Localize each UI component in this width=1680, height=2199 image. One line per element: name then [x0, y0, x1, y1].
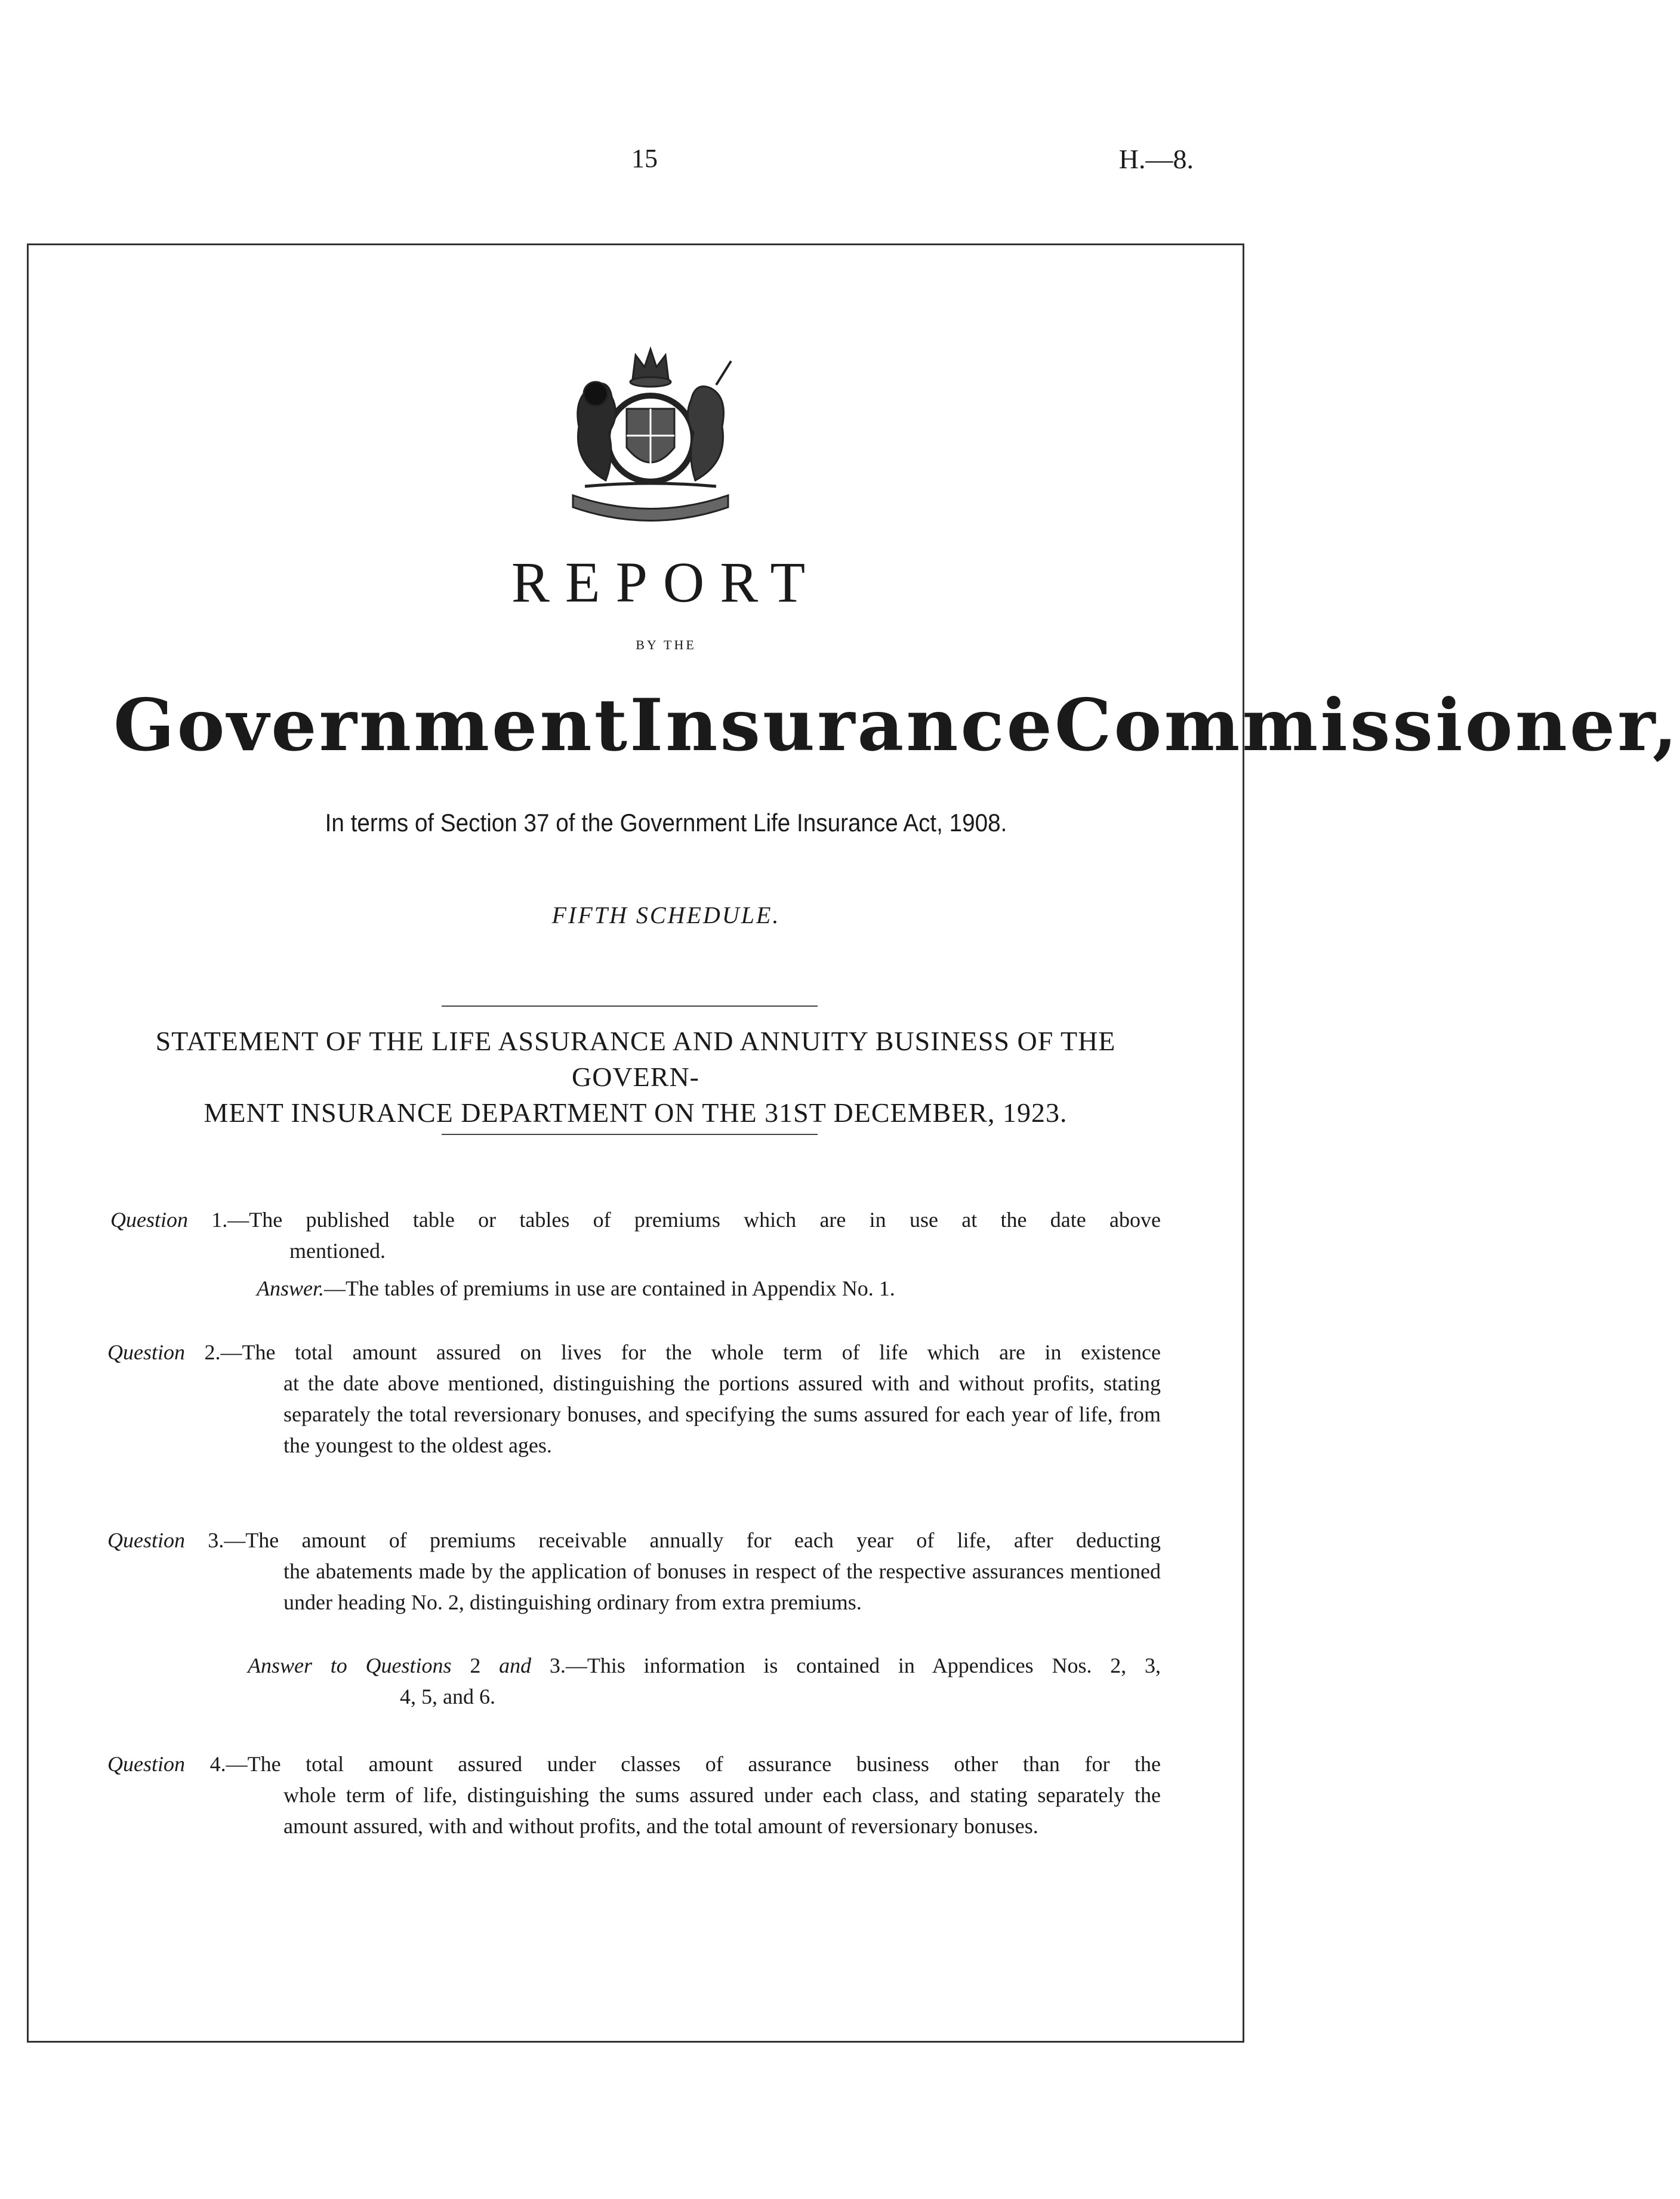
- question-3-first-line: [107, 1525, 1161, 1556]
- divider-rule: [442, 1134, 818, 1135]
- question-1-continuation: mentioned.: [289, 1239, 386, 1263]
- question-number: 1.: [211, 1208, 228, 1232]
- question-label: Question: [107, 1752, 185, 1776]
- question-3-continuation: the abatements made by the application of bonuses in respect of the respective assurances mentioned under heading No. 2, distinguishing ordinary from extra premiums.: [283, 1559, 1161, 1614]
- answer-question-number: 3.: [549, 1654, 566, 1677]
- by-the-line: BY THE: [636, 637, 696, 652]
- heading-word-commissioner: Commissioner,: [1054, 683, 1680, 767]
- question-text: —The total amount assured under classes of assurance business other than for the: [226, 1752, 1161, 1776]
- heading-word-insurance: Insurance: [630, 683, 1055, 767]
- heading-word-government: Government: [113, 683, 630, 767]
- answer-text: —The tables of premiums in use are contained in Appendix No. 1.: [324, 1276, 895, 1300]
- question-2-continuation: at the date above mentioned, distinguishing the portions assured with and without profits, stating separately the total reversionary bonuses, and specifying the sums assured for each year of life, from the youngest to the oldest ages.: [283, 1371, 1161, 1457]
- question-number: 2.: [204, 1340, 221, 1364]
- question-label: Question: [110, 1208, 188, 1232]
- question-text: —The amount of premiums receivable annually for each year of life, after deducting: [224, 1528, 1161, 1552]
- question-2-first-line: [107, 1337, 1161, 1368]
- answer-label: Answer to Questions: [248, 1654, 452, 1677]
- question-4-first-line: [107, 1748, 1161, 1779]
- report-title: REPORT: [511, 550, 821, 614]
- statement-line-1: STATEMENT OF THE LIFE ASSURANCE AND ANNUITY BUSINESS OF THE GOVERN-: [155, 1026, 1116, 1092]
- page-number: 15: [631, 144, 658, 173]
- question-text: —The total amount assured on lives for the whole term of life which are in existence: [220, 1340, 1161, 1364]
- answer-and: and: [499, 1654, 532, 1677]
- answer-label: Answer.: [257, 1276, 325, 1300]
- answer-question-number: 2: [470, 1654, 481, 1677]
- royal-coat-of-arms-icon: [537, 343, 764, 522]
- question-1-first-line: [110, 1204, 1161, 1235]
- act-reference: In terms of Section 37 of the Government Life Insurance Act, 1908.: [325, 809, 1007, 837]
- answer-1: [257, 1273, 1164, 1304]
- question-number: 4.: [209, 1752, 226, 1776]
- statement-heading: [104, 1023, 1167, 1131]
- commissioner-heading: [113, 668, 1680, 782]
- question-label: Question: [107, 1340, 185, 1364]
- divider-rule: [442, 1006, 818, 1007]
- question-number: 3.: [208, 1528, 224, 1552]
- answer-2-3-continuation: 4, 5, and 6.: [400, 1685, 495, 1708]
- schedule-title: FIFTH SCHEDULE.: [551, 902, 781, 929]
- question-text: —The published table or tables of premiums which are in use at the date above: [227, 1208, 1161, 1232]
- statement-line-2: MENT INSURANCE DEPARTMENT ON THE 31ST DECEMBER, 1923.: [204, 1097, 1068, 1128]
- answer-text: —This information is contained in Appendices Nos. 2, 3,: [565, 1654, 1161, 1677]
- question-label: Question: [107, 1528, 185, 1552]
- answer-2-3-first-line: [248, 1650, 1161, 1681]
- document-code: H.—8.: [1118, 144, 1194, 174]
- question-4-continuation: whole term of life, distinguishing the sums assured under each class, and stating separately the amount assured, with and without profits, and the total amount of reversionary bonuses.: [283, 1783, 1161, 1838]
